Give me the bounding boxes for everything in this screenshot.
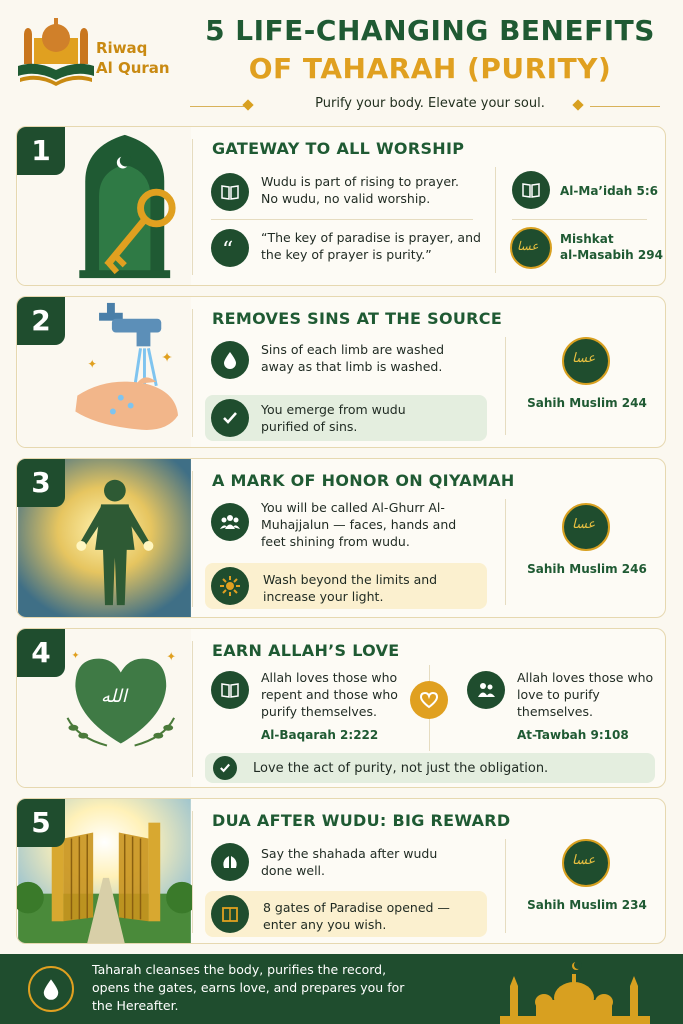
divider [505,337,506,435]
reference-line2: al-Masabih 294 [560,248,663,262]
card-title: GATEWAY TO ALL WORSHIP [212,139,465,158]
divider [211,219,473,220]
card-number: 4 [17,629,65,677]
divider [190,106,250,107]
hadith-quote: “The key of paradise is prayer, and the key of prayer is purity.” [261,230,481,262]
quote-icon [211,229,249,267]
reference: Sahih Muslim 234 [527,898,647,912]
calligraphy-seal-icon: عسا [510,227,552,269]
point-text: Allah loves those who repent and those who purify themselves. [261,670,398,719]
water-drop-icon [28,966,74,1012]
people-icon [467,671,505,709]
card-title: EARN ALLAH’S LOVE [212,641,400,660]
people-icon [211,503,249,541]
heart-icon [410,681,448,719]
divider [505,499,506,605]
book-icon [211,671,249,709]
water-drop-icon [211,341,249,379]
point-text: You emerge from wudu purified of sins. [261,402,406,434]
card-number: 1 [17,127,65,175]
calligraphy-seal-icon: عسا [562,503,610,551]
footer-summary: Taharah cleanses the body, purifies the record, opens the gates, earns love, and prepares you for the Hereafter. [92,962,405,1013]
benefit-card-2 [16,296,666,448]
benefit-card-3 [16,458,666,618]
point-text: Wash beyond the limits and increase your light. [263,572,438,604]
reference-line1: Mishkat [560,232,614,246]
svg-text:✦: ✦ [87,357,98,372]
footer-banner [0,954,683,1024]
praying-hands-icon [211,843,249,881]
page-title-line1: 5 LIFE-CHANGING BENEFITS [205,14,655,47]
reference: Sahih Muslim 244 [527,396,647,410]
divider [192,641,193,777]
point-text: Sins of each limb are washed away as that limb is washed. [261,342,445,374]
mosque-book-logo-icon [16,16,96,94]
divider [512,219,647,220]
subtitle-row [190,94,670,118]
divider [192,309,193,437]
page-title-line2: OF TAHARAH (PURITY) [248,52,612,85]
point-text: Wudu is part of rising to prayer. No wudu, no valid worship. [261,174,459,206]
reference: Al-Ma’idah 5:6 [560,184,658,198]
brand-name [96,38,170,78]
svg-text:✦: ✦ [161,350,173,367]
point-text: 8 gates of Paradise opened — enter any you wish. [263,900,450,932]
reference: Sahih Muslim 246 [527,562,647,576]
card-number: 3 [17,459,65,507]
banner-text: Love the act of purity, not just the obligation. [253,761,549,776]
mosque-silhouette-icon [500,960,650,1024]
calligraphy-seal-icon: عسا [562,337,610,385]
brand-line1: Riwaq [96,39,148,57]
card-title: DUA AFTER WUDU: BIG REWARD [212,811,511,830]
reference: Al-Baqarah 2:222 [261,728,379,742]
book-icon [211,173,249,211]
svg-text:“: “ [222,238,234,258]
page-subtitle: Purify your body. Elevate your soul. [315,96,545,111]
sun-icon [211,567,249,605]
divider [192,471,193,607]
calligraphy-seal-icon: عسا [562,839,610,887]
divider [192,811,193,933]
divider [590,106,660,107]
divider [192,139,193,275]
gate-icon [211,895,249,933]
brand-line2: Al Quran [96,59,170,77]
reference [560,231,666,263]
benefit-card-4 [16,628,666,788]
diamond-icon [242,99,253,110]
divider [505,839,506,933]
check-icon [213,756,237,780]
card-number: 2 [17,297,65,345]
svg-text:✦: ✦ [166,649,177,664]
card-title: REMOVES SINS AT THE SOURCE [212,309,503,328]
divider [495,167,496,273]
point-text: Say the shahada after wudu done well. [261,846,438,878]
point-text: You will be called Al-Ghurr Al-Muhajjalun — faces, hands and feet shining from wudu. [261,500,457,549]
card-title: A MARK OF HONOR ON QIYAMAH [212,471,515,490]
card-number: 5 [17,799,65,847]
benefit-card-1 [16,126,666,286]
reference: At-Tawbah 9:108 [517,728,629,742]
svg-text:✦: ✦ [71,650,80,662]
point-text: Allah loves those who love to purify themselves. [517,670,654,719]
book-icon [512,171,550,209]
benefit-card-5 [16,798,666,944]
check-icon [211,399,249,437]
svg-text:الله: الله [101,687,127,708]
